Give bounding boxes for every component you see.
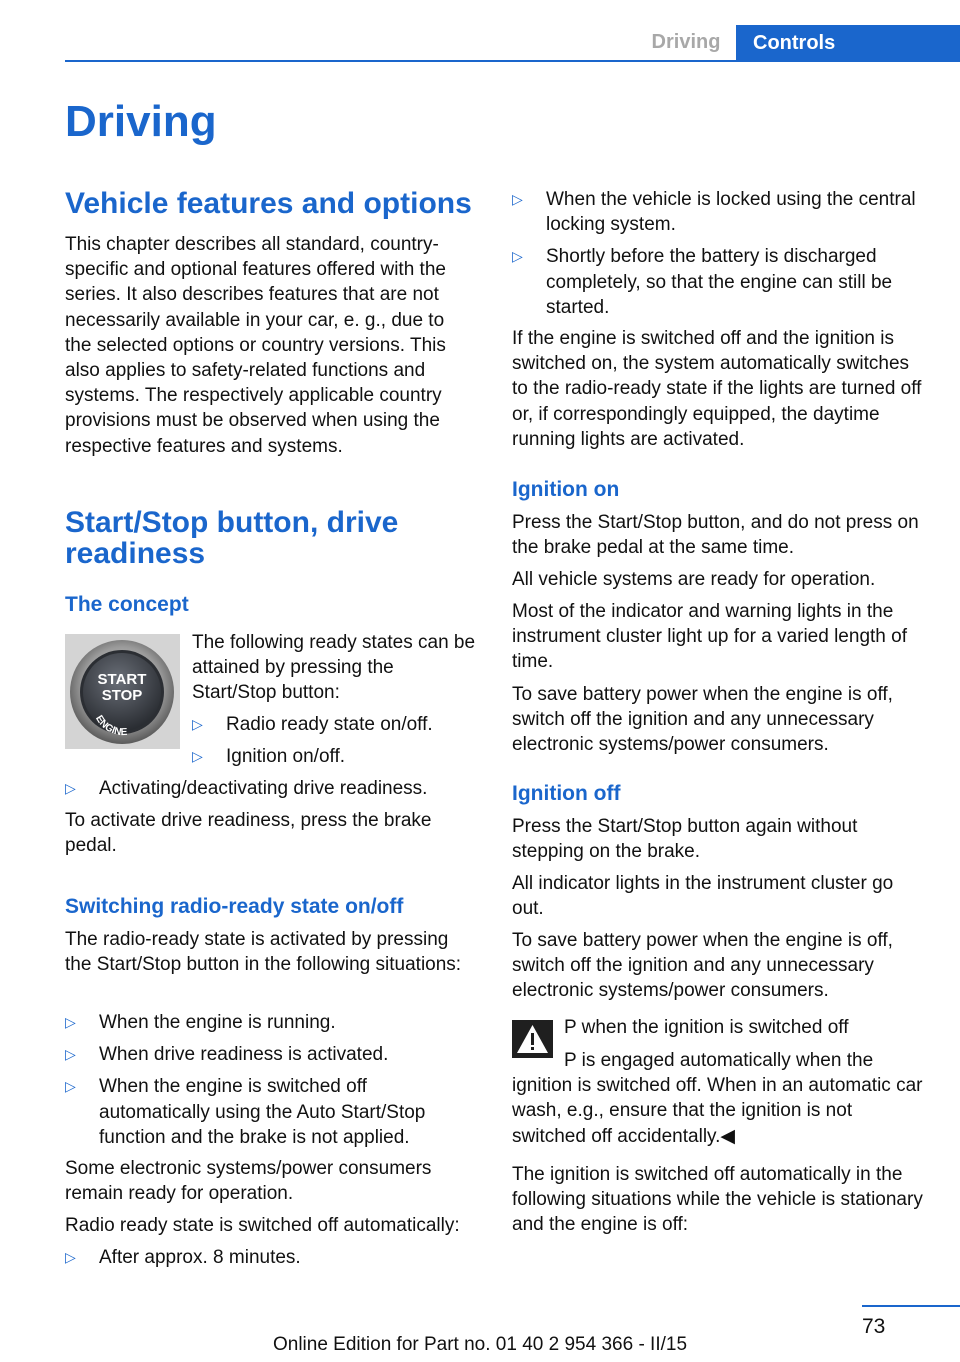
triangle-bullet-icon: ▷: [192, 748, 203, 765]
start-stop-button-image: [65, 634, 180, 749]
radio-off-list-cont: [512, 187, 922, 327]
engine-off-text: If the engine is switched off and the ignition is switched on, the system automatically switches to the radio-ready state if the lights are turned off or, if correspondingly equipped, the daytime running lights are activated.: [512, 328, 922, 450]
list-item: ▷ Radio ready state on/off.: [192, 712, 477, 737]
ignition-on-heading: Ignition on: [512, 478, 620, 501]
start-stop-heading: Start/Stop button, drive readiness: [65, 506, 399, 570]
header-rule: [65, 60, 960, 62]
triangle-bullet-icon: ▷: [65, 1078, 76, 1095]
tab-driving[interactable]: Driving: [651, 31, 721, 53]
activate-text: To activate drive readiness, press the brake pedal.: [65, 810, 432, 857]
list-item: ▷ Shortly before the battery is discharged completely, so that the engine can still be started.: [512, 246, 893, 318]
triangle-bullet-icon: ▷: [512, 248, 523, 265]
concept-list-cont: [65, 776, 480, 808]
ignition-off-heading: Ignition off: [512, 782, 621, 805]
triangle-bullet-icon: ▷: [65, 1014, 76, 1030]
radio-text: The radio-ready state is activated by pressing the Start/Stop button in the following situations:: [65, 929, 462, 976]
list-item: ▷ After approx. 8 minutes.: [65, 1245, 475, 1270]
ignition-off-p2: All indicator lights in the instrument cluster go out.: [512, 873, 894, 920]
auto-off-text: The ignition is switched off automatically in the following situations while the vehicle is stationary and the engine is off:: [512, 1164, 923, 1236]
ignition-off-p1: Press the Start/Stop button again without stepping on the brake.: [512, 816, 858, 863]
footer-rule: [862, 1305, 960, 1307]
ignition-on-p4: To save battery power when the engine is off, switch off the ignition and any unnecessary electronic systems/power consumers.: [512, 684, 893, 756]
stop-label: STOP: [101, 687, 143, 704]
list-item: ▷ When the engine is running.: [65, 1010, 475, 1035]
list-item: ▷ When the vehicle is locked using the central locking system.: [512, 189, 916, 236]
radio-list: [65, 1010, 475, 1157]
list-item: ▷ Activating/deactivating drive readiness.: [65, 776, 480, 801]
tab-controls[interactable]: Controls: [736, 25, 960, 62]
triangle-bullet-icon: ▷: [65, 1046, 76, 1063]
radio-off-text: Radio ready state is switched off automatically:: [65, 1215, 460, 1236]
vehicle-features-text: This chapter describes all standard, country-specific and optional features offered with the series. It also describes features that are not necessarily available in your car, e. g., due to the selected options or country versions. This also applies to safety-related functions and systems. The respectively applicable country provisions must be observed when using the respective features and systems.: [65, 234, 446, 457]
radio-off-list: [65, 1245, 475, 1277]
ignition-on-p2: All vehicle systems are ready for operation.: [512, 569, 876, 590]
start-label: START: [97, 671, 147, 688]
triangle-bullet-icon: ▷: [192, 716, 203, 732]
ignition-on-p1: Press the Start/Stop button, and do not press on the brake pedal at the same time.: [512, 512, 919, 559]
concept-list: [192, 712, 477, 776]
concept-text: The following ready states can be attained by pressing the Start/Stop button:: [192, 632, 476, 704]
chapter-title: Driving: [65, 97, 217, 146]
triangle-bullet-icon: ▷: [512, 191, 523, 207]
triangle-bullet-icon: ▷: [65, 780, 76, 796]
engine-label: ENGINE: [93, 713, 128, 739]
warning-text: P is engaged automatically when the ignition is switched off. When in an automatic car wash, e.g., ensure that the ignition is not switched off accidentally.◀: [512, 1050, 923, 1147]
radio-heading: Switching radio-ready state on/off: [65, 895, 404, 918]
vehicle-features-heading: Vehicle features and options: [65, 187, 472, 220]
warning-title: P when the ignition is switched off: [564, 1017, 849, 1038]
triangle-bullet-icon: ▷: [65, 1249, 76, 1265]
consumers-text: Some electronic systems/power consumers remain ready for operation.: [65, 1158, 432, 1205]
edition-footer: Online Edition for Part no. 01 40 2 954 366 - II/15: [272, 1334, 688, 1355]
list-item: ▷ When the engine is switched off automatically using the Auto Start/Stop function and the brake is not applied.: [65, 1076, 426, 1148]
ignition-on-p3: Most of the indicator and warning lights in the instrument cluster light up for a varied length of time.: [512, 601, 907, 673]
list-item: ▷ Ignition on/off.: [192, 744, 477, 769]
ignition-off-p3: To save battery power when the engine is off, switch off the ignition and any unnecessary electronic systems/power consumers.: [512, 930, 893, 1002]
list-item: ▷ When drive readiness is activated.: [65, 1042, 475, 1067]
concept-heading: The concept: [65, 593, 189, 616]
page-number: 73: [862, 1315, 886, 1338]
